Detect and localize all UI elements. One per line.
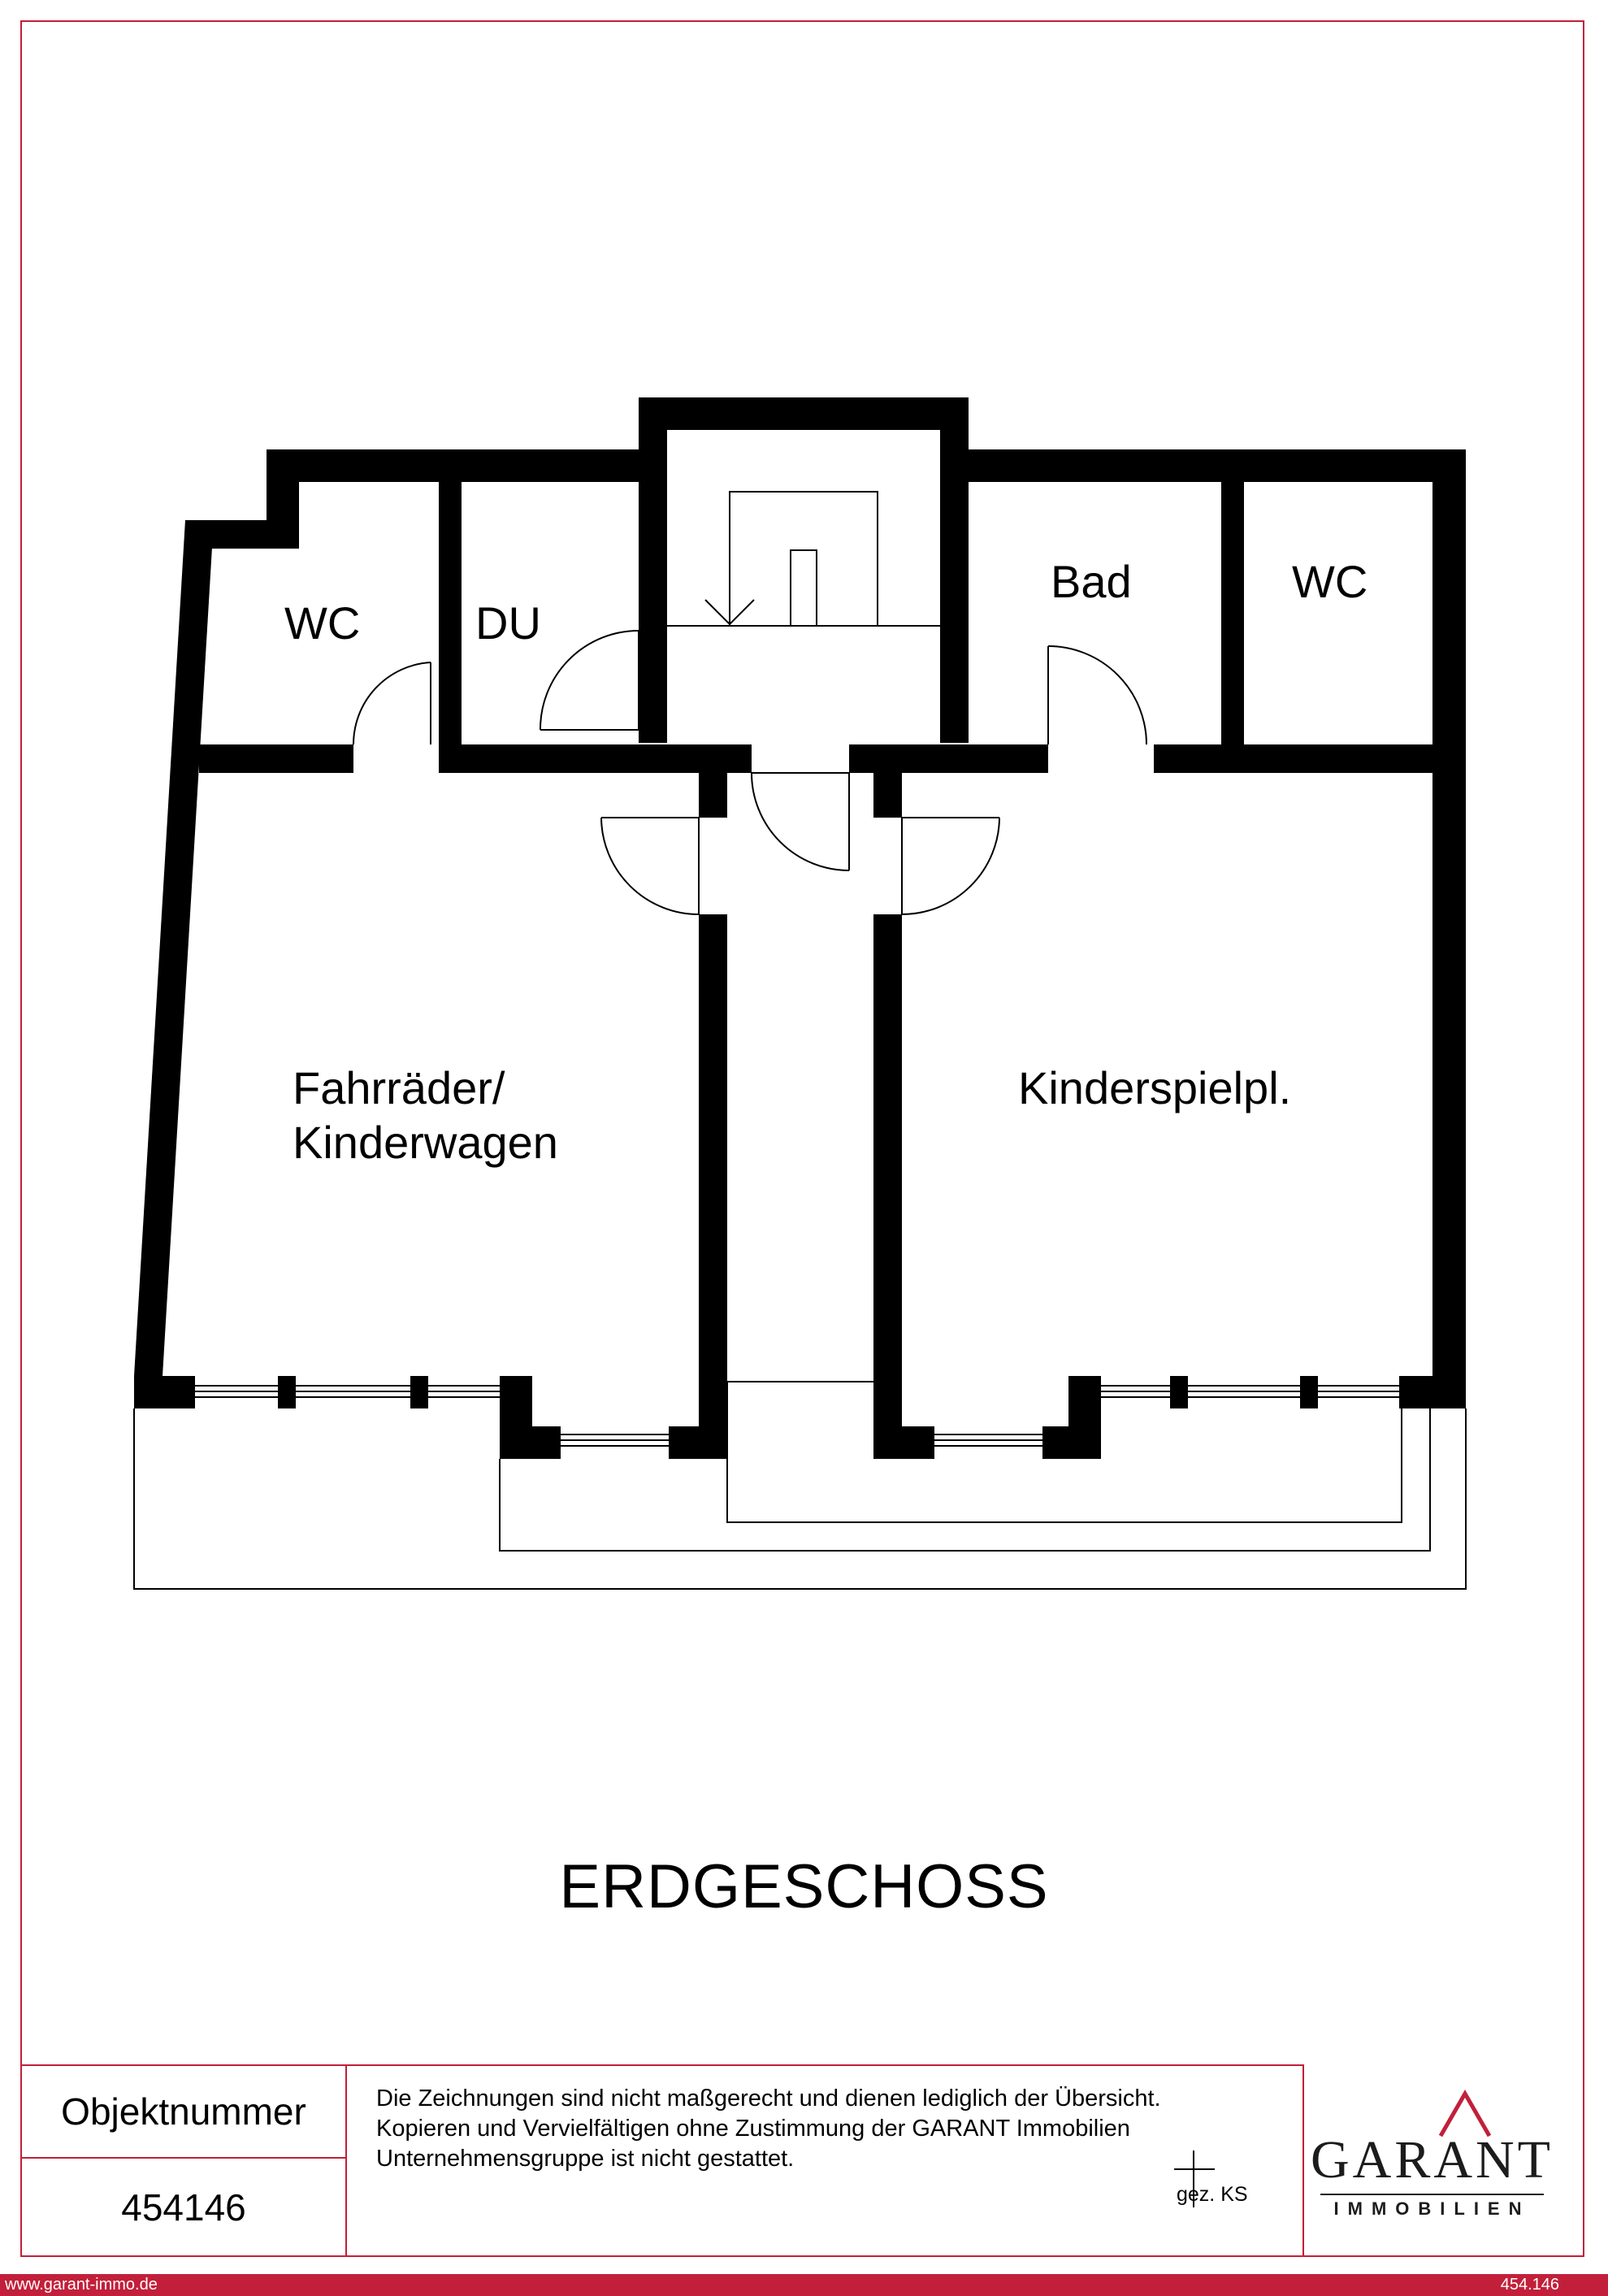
room-label-bad: Bad xyxy=(1051,556,1132,607)
reference-number: 454.146 xyxy=(1500,2276,1559,2294)
window-left-2 xyxy=(296,1386,410,1397)
stair-wall-left xyxy=(639,397,667,743)
website-link[interactable]: www.garant-immo.de xyxy=(5,2276,158,2294)
wall-bad-wc xyxy=(1221,482,1244,744)
stair-wall-top xyxy=(639,397,969,430)
door-wc-left xyxy=(353,662,431,744)
stair-post xyxy=(791,550,817,626)
floor-title: ERDGESCHOSS xyxy=(559,1852,1049,1921)
corridor-wall-left xyxy=(699,914,727,1459)
terrace-outer xyxy=(134,1408,1466,1589)
door-fahrraeder xyxy=(601,818,699,914)
logo-wordmark: GARANT xyxy=(1311,2130,1554,2190)
objekt-number: 454146 xyxy=(22,2159,347,2256)
door-stair xyxy=(752,773,849,870)
signature-mark-horizontal xyxy=(1174,2168,1215,2170)
signature: gez. KS xyxy=(1177,2183,1248,2206)
door-bad xyxy=(1048,646,1146,744)
outer-wall-right xyxy=(1432,449,1466,1376)
logo-subtext: IMMOBILIEN xyxy=(1333,2198,1531,2219)
window-right-2 xyxy=(1188,1386,1300,1397)
room-label-wc-left: WC xyxy=(284,597,361,649)
door-kinderspiel xyxy=(902,818,999,914)
disclaimer-line: Unternehmensgruppe ist nicht gestattet. xyxy=(376,2146,795,2172)
window-left-bay xyxy=(561,1434,669,1446)
disclaimer-line: Die Zeichnungen sind nicht maßgerecht und dienen lediglich der Übersicht. xyxy=(376,2085,1161,2112)
disclaimer xyxy=(347,2064,1304,2256)
stair-outline xyxy=(730,492,878,626)
window-right-1 xyxy=(1101,1386,1170,1397)
room-label-fahrraeder: Fahrräder/ Kinderwagen xyxy=(293,1062,558,1169)
disclaimer-line: Kopieren und Vervielfältigen ohne Zustimmung der GARANT Immobilien xyxy=(376,2116,1130,2142)
window-right-3 xyxy=(1318,1386,1399,1397)
garant-logo xyxy=(1304,2081,1560,2227)
outer-wall-left xyxy=(134,520,214,1376)
door-du xyxy=(540,631,639,730)
terrace-middle xyxy=(500,1408,1430,1551)
corridor-wall-right xyxy=(873,914,902,1459)
logo-rule xyxy=(1304,2193,1560,2198)
bottom-bar xyxy=(0,2274,1608,2296)
room-label-wc-right: WC xyxy=(1292,556,1368,607)
window-left-3 xyxy=(428,1386,500,1397)
corridor-wall-left-top xyxy=(699,773,727,818)
room-label-du: DU xyxy=(475,597,541,649)
wall-wc-du xyxy=(439,482,462,744)
window-left-1 xyxy=(195,1386,278,1397)
outer-wall-top-right xyxy=(969,449,1466,482)
room-label-kinderspiel: Kinderspielpl. xyxy=(1018,1062,1292,1113)
outer-wall-top-left xyxy=(267,449,640,482)
window-right-bay xyxy=(934,1434,1042,1446)
objekt-label: Objektnummer xyxy=(22,2064,347,2159)
corridor-wall-right-top xyxy=(873,773,902,818)
stair-wall-right xyxy=(940,397,969,743)
